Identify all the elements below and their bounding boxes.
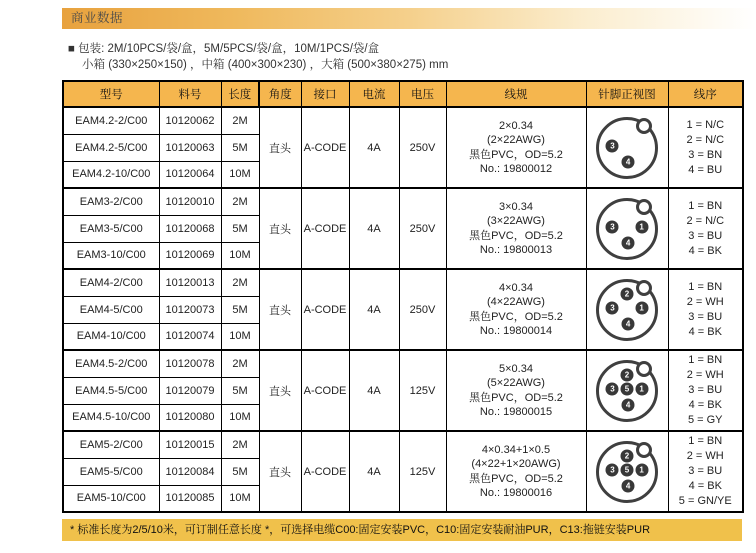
angle-cell: 直头: [259, 269, 301, 350]
wire-sequence-line: 4 = BK: [688, 244, 722, 257]
wire-spec-line: 4×0.34+1×0.5: [481, 443, 551, 456]
current-cell: 4A: [349, 107, 399, 188]
pin-view-cell: [586, 431, 668, 512]
wire-spec-cell: [446, 431, 586, 512]
part-number-cell: 10120085: [159, 485, 221, 512]
length-cell: 2M: [221, 188, 259, 215]
wire-sequence-cell: [668, 188, 743, 269]
wire-sequence-cell: [668, 350, 743, 431]
model-cell: EAM4-10/C00: [63, 323, 159, 350]
part-number-cell: 10120080: [159, 404, 221, 431]
part-number-cell: 10120062: [159, 107, 221, 134]
model-cell: EAM5-2/C00: [63, 431, 159, 458]
table-row: [63, 431, 743, 458]
wire-sequence-line: 1 = BN: [688, 280, 723, 293]
length-cell: 5M: [221, 134, 259, 161]
pin-5: 5: [621, 464, 634, 477]
wire-spec-line: 4×0.34: [499, 281, 533, 294]
length-cell: 10M: [221, 161, 259, 188]
interface-cell: A-CODE: [301, 350, 349, 431]
part-number-cell: 10120069: [159, 242, 221, 269]
model-cell: EAM3-2/C00: [63, 188, 159, 215]
pin-5: 5: [621, 383, 634, 396]
wire-sequence-cell: [668, 107, 743, 188]
voltage-cell: 250V: [399, 269, 446, 350]
wire-spec-line: 黑色PVC，OD=5.2: [469, 148, 563, 161]
column-header-1: 型号: [63, 81, 159, 107]
model-cell: EAM5-5/C00: [63, 458, 159, 485]
wire-sequence-line: 1 = BN: [688, 199, 723, 212]
wire-sequence-line: 1 = BN: [688, 354, 723, 366]
column-header-10: 线序: [668, 81, 743, 107]
part-number-cell: 10120078: [159, 350, 221, 377]
column-header-3: 长度: [221, 81, 259, 107]
column-header-9: 针脚正视图: [586, 81, 668, 107]
packaging-info: [68, 41, 448, 73]
pin-3: 3: [606, 383, 619, 396]
pin-4: 4: [622, 236, 635, 249]
wire-spec-line: 2×0.34: [499, 119, 533, 132]
pin-3: 3: [606, 140, 619, 153]
part-number-cell: 10120084: [159, 458, 221, 485]
angle-cell: 直头: [259, 431, 301, 512]
part-number-cell: 10120068: [159, 215, 221, 242]
model-cell: EAM4.2-10/C00: [63, 161, 159, 188]
model-cell: EAM4.5-5/C00: [63, 377, 159, 404]
pin-view-cell: [586, 188, 668, 269]
wire-spec-line: 黑色PVC，OD=5.2: [469, 472, 563, 485]
wire-sequence-cell: [668, 431, 743, 512]
part-number-cell: 10120079: [159, 377, 221, 404]
column-header-5: 接口: [301, 81, 349, 107]
length-cell: 5M: [221, 458, 259, 485]
connector-pin-diagram: [596, 198, 658, 260]
current-cell: 4A: [349, 269, 399, 350]
wire-sequence-line: 3 = BN: [688, 148, 723, 161]
pin-4: 4: [622, 155, 635, 168]
footnote-bar: * 标准长度为2/5/10米，可订制任意长度 *，可选择电缆C00:固定安装PVC，C10:固定安装耐油PUR，C13:拖链安装PUR: [62, 519, 742, 541]
pin-3: 3: [606, 302, 619, 315]
wire-spec-line: 黑色PVC，OD=5.2: [469, 229, 563, 242]
model-cell: EAM4.2-2/C00: [63, 107, 159, 134]
angle-cell: 直头: [259, 188, 301, 269]
keyway-notch-icon: [636, 442, 652, 458]
wire-sequence-line: 3 = BU: [688, 310, 723, 323]
part-number-cell: 10120015: [159, 431, 221, 458]
wire-spec-line: (4×22+1×20AWG): [471, 458, 561, 470]
part-number-cell: 10120010: [159, 188, 221, 215]
pin-3: 3: [606, 464, 619, 477]
keyway-notch-icon: [636, 118, 652, 134]
table-row: [63, 107, 743, 134]
wire-sequence-line: 3 = BU: [688, 465, 723, 477]
column-header-6: 电流: [349, 81, 399, 107]
connector-pin-diagram: [596, 441, 658, 503]
angle-cell: 直头: [259, 350, 301, 431]
connector-pin-diagram: [596, 360, 658, 422]
packaging-line-2: 小箱 (330×250×150) ，中箱 (400×300×230) ，大箱 (500×380×275) mm: [82, 59, 449, 71]
wire-sequence-line: 1 = N/C: [686, 118, 725, 131]
wire-sequence-line: 2 = N/C: [686, 214, 725, 227]
column-header-8: 线规: [446, 81, 586, 107]
wire-spec-line: 黑色PVC，OD=5.2: [469, 391, 563, 404]
voltage-cell: 125V: [399, 350, 446, 431]
model-cell: EAM4-2/C00: [63, 269, 159, 296]
pin-1: 1: [635, 302, 648, 315]
wire-spec-line: 黑色PVC，OD=5.2: [469, 310, 563, 323]
wire-sequence-line: 2 = N/C: [686, 133, 725, 146]
wire-spec-line: 3×0.34: [499, 200, 533, 213]
pin-4: 4: [622, 479, 635, 492]
wire-spec-line: No.: 19800016: [479, 487, 553, 499]
wire-spec-line: (2×22AWG): [487, 134, 545, 146]
length-cell: 10M: [221, 485, 259, 512]
spec-table: [62, 80, 744, 513]
pin-2: 2: [621, 288, 634, 301]
wire-spec-line: (4×22AWG): [487, 296, 545, 308]
part-number-cell: 10120073: [159, 296, 221, 323]
wire-spec-cell: [446, 188, 586, 269]
wire-spec-cell: [446, 350, 586, 431]
pin-1: 1: [635, 464, 648, 477]
voltage-cell: 125V: [399, 431, 446, 512]
length-cell: 2M: [221, 350, 259, 377]
wire-spec-cell: [446, 269, 586, 350]
interface-cell: A-CODE: [301, 269, 349, 350]
spec-table-header: [63, 81, 743, 107]
length-cell: 2M: [221, 107, 259, 134]
pin-view-cell: [586, 269, 668, 350]
wire-sequence-line: 4 = BK: [688, 480, 722, 492]
wire-sequence-line: 5 = GY: [687, 414, 723, 426]
model-cell: EAM4-5/C00: [63, 296, 159, 323]
wire-sequence-line: 2 = WH: [686, 369, 724, 381]
connector-pin-diagram: [596, 117, 658, 179]
wire-sequence-line: 4 = BK: [688, 325, 722, 338]
model-cell: EAM4.5-2/C00: [63, 350, 159, 377]
model-cell: EAM4.5-10/C00: [63, 404, 159, 431]
wire-spec-cell: [446, 107, 586, 188]
current-cell: 4A: [349, 188, 399, 269]
model-cell: EAM4.2-5/C00: [63, 134, 159, 161]
length-cell: 5M: [221, 377, 259, 404]
column-header-4: 角度: [259, 81, 301, 107]
wire-sequence-line: 2 = WH: [686, 295, 724, 308]
part-number-cell: 10120074: [159, 323, 221, 350]
wire-sequence-cell: [668, 269, 743, 350]
model-cell: EAM3-5/C00: [63, 215, 159, 242]
length-cell: 10M: [221, 242, 259, 269]
wire-spec-line: 5×0.34: [499, 362, 533, 375]
length-cell: 2M: [221, 431, 259, 458]
pin-1: 1: [635, 383, 648, 396]
wire-sequence-line: 2 = WH: [686, 450, 724, 462]
part-number-cell: 10120013: [159, 269, 221, 296]
wire-spec-line: No.: 19800012: [479, 163, 553, 175]
wire-spec-line: No.: 19800014: [479, 325, 553, 337]
length-cell: 10M: [221, 323, 259, 350]
length-cell: 2M: [221, 269, 259, 296]
wire-sequence-line: 3 = BU: [688, 229, 723, 242]
current-cell: 4A: [349, 431, 399, 512]
interface-cell: A-CODE: [301, 188, 349, 269]
part-number-cell: 10120063: [159, 134, 221, 161]
wire-sequence-line: 4 = BU: [688, 163, 723, 176]
current-cell: 4A: [349, 350, 399, 431]
length-cell: 5M: [221, 296, 259, 323]
wire-spec-line: (3×22AWG): [487, 215, 545, 227]
length-cell: 5M: [221, 215, 259, 242]
pin-4: 4: [622, 398, 635, 411]
column-header-2: 料号: [159, 81, 221, 107]
packaging-line-1: ■ 包装: 2M/10PCS/袋/盒，5M/5PCS/袋/盒，10M/1PCS/袋/盒: [68, 43, 380, 55]
model-cell: EAM5-10/C00: [63, 485, 159, 512]
length-cell: 10M: [221, 404, 259, 431]
pin-2: 2: [621, 450, 634, 463]
table-row: [63, 188, 743, 215]
table-row: [63, 269, 743, 296]
model-cell: EAM3-10/C00: [63, 242, 159, 269]
angle-cell: 直头: [259, 107, 301, 188]
pin-4: 4: [622, 317, 635, 330]
pin-1: 1: [635, 221, 648, 234]
interface-cell: A-CODE: [301, 431, 349, 512]
keyway-notch-icon: [636, 280, 652, 296]
pin-2: 2: [621, 369, 634, 382]
voltage-cell: 250V: [399, 107, 446, 188]
pin-3: 3: [606, 221, 619, 234]
connector-pin-diagram: [596, 279, 658, 341]
wire-sequence-line: 3 = BU: [688, 384, 723, 396]
wire-sequence-line: 1 = BN: [688, 435, 723, 447]
wire-spec-line: (5×22AWG): [487, 377, 545, 389]
wire-spec-line: No.: 19800015: [479, 406, 553, 418]
interface-cell: A-CODE: [301, 107, 349, 188]
wire-spec-line: No.: 19800013: [479, 244, 553, 256]
wire-sequence-line: 5 = GN/YE: [678, 495, 732, 507]
column-header-7: 电压: [399, 81, 446, 107]
pin-view-cell: [586, 350, 668, 431]
voltage-cell: 250V: [399, 188, 446, 269]
table-row: [63, 350, 743, 377]
pin-view-cell: [586, 107, 668, 188]
page-title: 商业数据: [62, 8, 756, 29]
keyway-notch-icon: [636, 361, 652, 377]
wire-sequence-line: 4 = BK: [688, 399, 722, 411]
keyway-notch-icon: [636, 199, 652, 215]
part-number-cell: 10120064: [159, 161, 221, 188]
